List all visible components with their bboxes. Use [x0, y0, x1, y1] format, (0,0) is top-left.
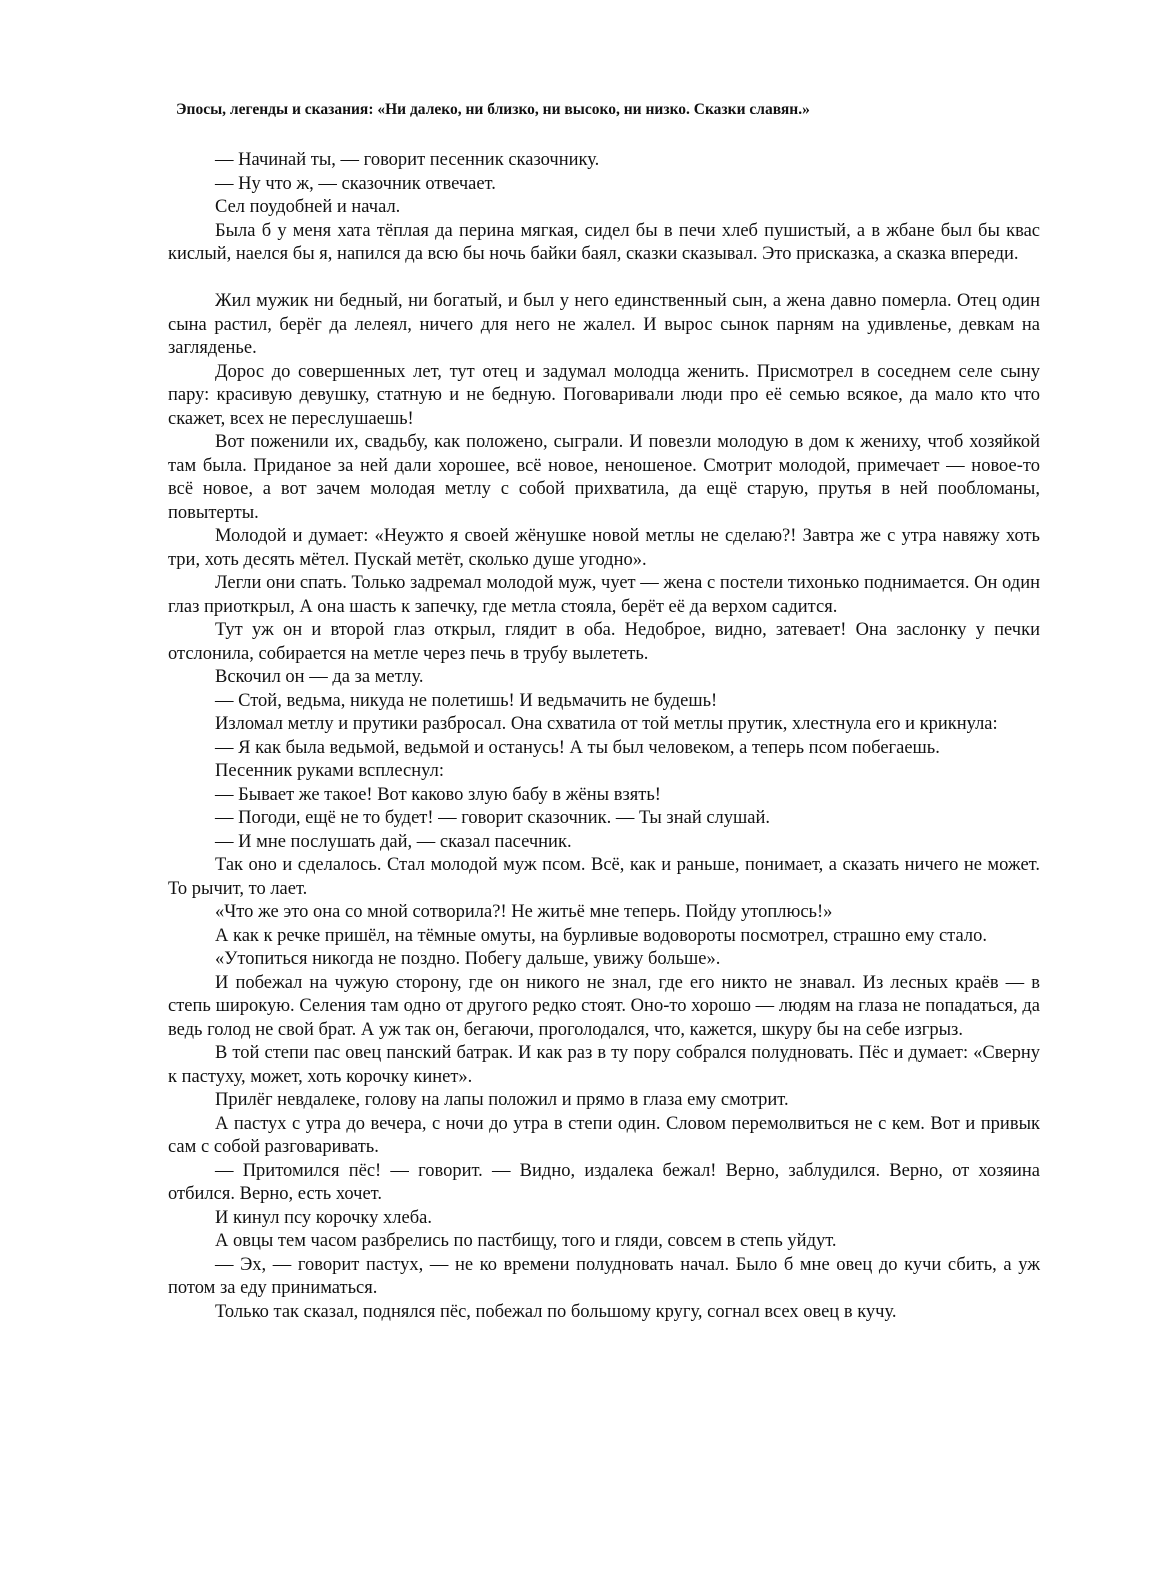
paragraph: — Притомился пёс! — говорит. — Видно, издалека бежал! Верно, заблудился. Верно, от хозяина отбился. Верно, есть хочет.: [168, 1160, 1040, 1204]
body-text: [168, 149, 1040, 1324]
paragraph: «Утопиться никогда не поздно. Побегу дальше, увижу больше».: [215, 949, 721, 969]
paragraph: Вот поженили их, свадьбу, как положено, сыграли. И повезли молодую в дом к жениху, чтоб хозяйкой там была. Приданое за ней дали хорошее, всё новое, неношеное. Смотрит молодой, примечает — новое-то всё новое, а вот зачем молодая метлу с собой прихватила, да ещё старую, прутья в ней пообломаны, повытерты.: [168, 432, 1040, 523]
paragraph: — Стой, ведьма, никуда не полетишь! И ведьмачить не будешь!: [215, 690, 718, 711]
paragraph: И кинул псу корочку хлеба.: [215, 1207, 432, 1228]
paragraph: — Начинай ты, — говорит песенник сказочнику.: [215, 150, 600, 170]
paragraph: А овцы тем часом разбрелись по пастбищу, того и гляди, совсем в степь уйдут.: [215, 1231, 837, 1251]
paragraph: Дорос до совершенных лет, тут отец и задумал молодца женить. Присмотрел в соседнем селе сыну пару: красивую девушку, статную и не бедную. Поговаривали люди про её семью всякое, да мало кто что скажет, всех не переслушаешь!: [168, 361, 1040, 429]
paragraph: В той степи пас овец панский батрак. И как раз в ту пору собрался полудновать. Пёс и думает: «Сверну к пастуху, может, хоть корочку кинет».: [168, 1043, 1040, 1087]
paragraph: Была б у меня хата тёплая да перина мягкая, сидел бы в печи хлеб пушистый, а в жбане был бы квас кислый, наелся бы я, напился да всю бы ночь байки баял, сказки сказывал. Это присказка, а сказка впереди.: [168, 220, 1040, 264]
paragraph: Только так сказал, поднялся пёс, побежал по большому кругу, согнал всех овец в кучу.: [215, 1301, 897, 1322]
paragraph: А пастух с утра до вечера, с ночи до утра в степи один. Словом перемолвиться не с кем. Вот и привык сам с собой разговаривать.: [168, 1113, 1040, 1157]
paragraph: И побежал на чужую сторону, где он никого не знал, где его никто не знавал. Из лесных краёв — в степь широкую. Селения там одно от другого редко стоят. Оно-то хорошо — людям на глаза не попадаться, да ведь голод не свой брат. А уж так он, бегаючи, проголодался, что, кажется, шкуру бы на себе изгрыз.: [168, 972, 1040, 1040]
paragraph: Жил мужик ни бедный, ни богатый, и был у него единственный сын, а жена давно померла. Отец один сына растил, берёг да лелеял, ничего для него не жалел. И вырос сынок парням на удивленье, девкам на загляденье.: [168, 291, 1040, 358]
paragraph: — Ну что ж, — сказочник отвечает.: [215, 173, 496, 194]
paragraph: «Что же это она со мной сотворила?! Не житьё мне теперь. Пойду утоплюсь!»: [215, 902, 833, 922]
paragraph: Сел поудобней и начал.: [215, 197, 401, 217]
paragraph: Песенник руками всплеснул:: [215, 761, 444, 781]
paragraph: — Эх, — говорит пастух, — не ко времени полудновать начал. Было б мне овец до кучи сбить, а уж потом за еду приниматься.: [168, 1254, 1040, 1298]
paragraph: Так оно и сделалось. Стал молодой муж псом. Всё, как и раньше, понимает, а сказать ничего не может. То рычит, то лает.: [168, 855, 1040, 899]
paragraph: Вскочил он — да за метлу.: [215, 667, 424, 687]
paragraph: — Бывает же такое! Вот каково злую бабу в жёны взять!: [215, 784, 661, 805]
paragraph: Легли они спать. Только задремал молодой муж, чует — жена с постели тихонько поднимается. Он один глаз приоткрыл, А она шасть к запечку, где метла стояла, берёт её да верхом садится.: [168, 573, 1040, 617]
paragraph: А как к речке пришёл, на тёмные омуты, на бурливые водовороты посмотрел, страшно ему стало.: [215, 925, 987, 946]
paragraph: — Я как была ведьмой, ведьмой и останусь! А ты был человеком, а теперь псом побегаешь.: [215, 737, 940, 758]
running-header: Эпосы, легенды и сказания: «Ни далеко, ни близко, ни высоко, ни низко. Сказки славян.»: [176, 101, 810, 118]
section-break: [168, 267, 1040, 291]
paragraph: Тут уж он и второй глаз открыл, глядит в оба. Недоброе, видно, затевает! Она заслонку у печки отслонила, собирается на метле через печь в трубу вылететь.: [168, 620, 1040, 664]
paragraph: Прилёг невдалеке, голову на лапы положил и прямо в глаза ему смотрит.: [215, 1090, 789, 1110]
paragraph: — Погоди, ещё не то будет! — говорит сказочник. — Ты знай слушай.: [215, 808, 771, 828]
paragraph: — И мне послушать дай, — сказал пасечник.: [215, 831, 572, 852]
paragraph: Молодой и думает: «Неужто я своей жёнушке новой метлы не сделаю?! Завтра же с утра навяжу хоть три, хоть десять мётел. Пускай метёт, сколько душе угодно».: [168, 526, 1040, 570]
paragraph: Изломал метлу и прутики разбросал. Она схватила от той метлы прутик, хлестнула его и крикнула:: [215, 714, 998, 734]
